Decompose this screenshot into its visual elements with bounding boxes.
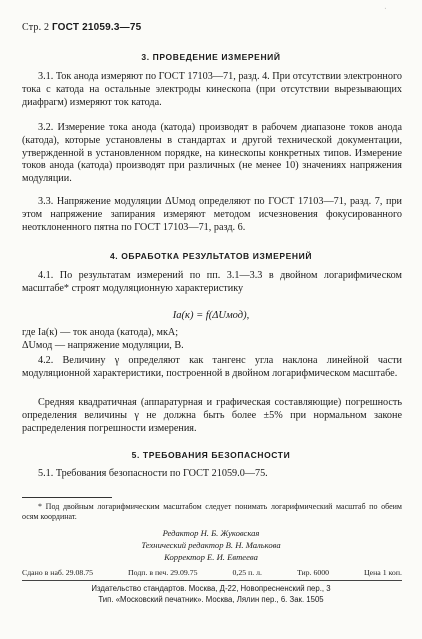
formula-legend-2: ΔUмод — напряжение модуляции, В. [22, 340, 184, 351]
paragraph-3-1: 3.1. Ток анода измеряют по ГОСТ 17103—71, разд. 4. При отсутствии электронного тока с катода на остальные электроды кинескопа (при отсутствии вырезывающих диафрагм) измеряют ток катода. [22, 71, 402, 108]
page-label: Стр. 2 [22, 22, 50, 33]
paragraph-3-2: 3.2. Измерение тока анода (катода) производят в рабочем диапазоне токов анода (катода), которые установлены в стандартах и другой технической документации, утвержденной в установленном порядке, на кинескопы конкретных типов. Измерение токов анода (катода) производят при различных (не менее 10) значениях напряжения модуляции. [22, 122, 402, 185]
standard-number: ГОСТ 21059.3—75 [51, 22, 142, 33]
imprint-publisher: Издательство стандартов. Москва, Д-22, Новопресненский пер., 3 [91, 584, 331, 593]
credit-tech-editor: Технический редактор В. Н. Малькова [141, 540, 281, 550]
credit-proof: Корректор Е. И. Евтеева [164, 552, 258, 562]
page-header [22, 22, 141, 33]
footnote-rule [22, 497, 112, 498]
scan-mark: ˈ [384, 7, 387, 15]
paragraph-4-2: 4.2. Величину γ определяют как тангенс угла наклона линейной части модуляционной характеристики, построенной в двойном логарифмическом масштабе. [22, 355, 402, 379]
formula-legend-1: где Iа(к) — ток анода (катода), мкА; [22, 327, 179, 338]
formula: Iа(к) = f(ΔUмод), [172, 310, 250, 321]
section-5-title: 5. ТРЕБОВАНИЯ БЕЗОПАСНОСТИ [131, 450, 291, 460]
meta-price: Цена 1 коп. [364, 568, 402, 577]
credit-editor: Редактор Н. Б. Жуковская [162, 528, 260, 538]
meta-sheets: 0,25 п. л. [232, 568, 262, 577]
section-4-title: 4. ОБРАБОТКА РЕЗУЛЬТАТОВ ИЗМЕРЕНИЙ [109, 251, 313, 261]
print-meta [22, 568, 402, 577]
footnote: * Под двойным логарифмическим масштабом следует понимать логарифмический масштаб по обеим осям координат. [22, 502, 402, 521]
imprint-printer: Тип. «Московский печатник». Москва, Лялин пер., 6. Зак. 1505 [98, 595, 324, 604]
paragraph-3-3: 3.3. Напряжение модуляции ΔUмод определяют по ГОСТ 17103—71, разд. 7, при этом напряжение запирания измеряют методом исчезновения фокусированного неотклоненного пятна по ГОСТ 17103—71, разд. 6. [22, 196, 402, 233]
paragraph-5-1: 5.1. Требования безопасности по ГОСТ 21059.0—75. [38, 468, 268, 479]
meta-sent: Сдано в наб. 29.08.75 [22, 568, 94, 577]
paragraph-4-1: 4.1. По результатам измерений по пп. 3.1—3.3 в двойном логарифмическом масштабе* строят модуляционную характеристику [22, 270, 402, 294]
section-3-title: 3. ПРОВЕДЕНИЕ ИЗМЕРЕНИЙ [141, 52, 281, 62]
paragraph-4-3: Средняя квадратичная (аппаратурная и графическая составляющие) погрешность определения величины γ не должна быть более ±5% при нормальном законе распределения погрешности измерения. [22, 397, 402, 434]
imprint-rule [22, 580, 402, 581]
meta-signed: Подп. в печ. 29.09.75 [128, 568, 198, 577]
meta-run: Тир. 6000 [296, 568, 330, 577]
